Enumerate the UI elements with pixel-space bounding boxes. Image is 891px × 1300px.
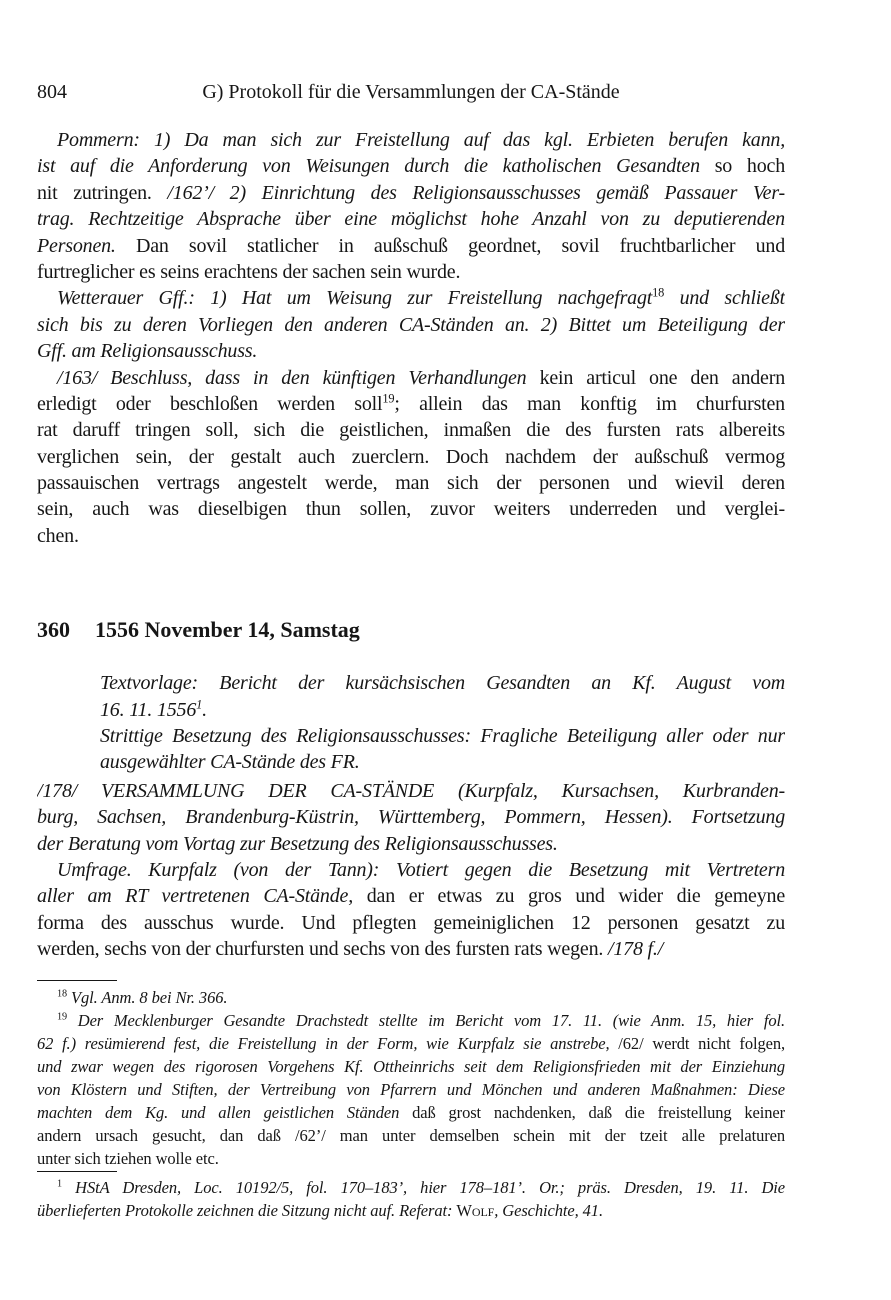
text-run: ausgewählter CA-Stände des FR. — [100, 751, 360, 774]
text-run: trag. Rechtzeitige Absprache über eine möglichst hohe Anzahl von zu deputierenden — [37, 208, 785, 231]
text-run: Der Mecklenburger Gesandte Drachstedt stellte im Bericht vom 17. 11. (wie Anm. 15, hier fol. — [67, 1010, 785, 1030]
text-line — [37, 153, 785, 179]
text-run: sich bis zu deren Vorliegen den anderen CA-Ständen an. 2) Bittet um Beteiligung der — [37, 313, 785, 336]
text-run: erledigt oder beschloßen werden soll — [37, 392, 383, 415]
para-pommern — [37, 127, 785, 285]
text-run: unter sich tziehen wolle etc. — [37, 1148, 219, 1168]
page-number: 804 — [37, 81, 67, 103]
text-run: kein articul one den andern — [539, 366, 785, 389]
entry-number: 360 — [37, 617, 70, 643]
text-run: Gff. am Religionsausschuss. — [37, 340, 258, 363]
text-run: 1 — [196, 696, 203, 711]
text-run: sein, auch was dieselbigen thun sollen, zuvor weiters underreden und verglei- — [37, 498, 785, 521]
text-run: Wolf — [456, 1200, 495, 1220]
text-line — [37, 523, 785, 549]
text-run: 18 — [57, 988, 68, 1000]
text-run: /162’/ 2) Einrichtung des Religionsausschusses gemäß Passauer Ver- — [167, 181, 785, 204]
text-run: und zwar wegen des rigorosen Vorgehens Kf. Ottheinrichs seit dem Religionsfrieden mit der Einziehung — [37, 1056, 785, 1076]
text-line — [37, 804, 785, 830]
text-line — [37, 831, 785, 857]
text-run: Umfrage. Kurpfalz (von der Tann): Votiert gegen die Besetzung mit Vertretern — [57, 858, 785, 881]
footnotes-main — [37, 986, 785, 1170]
text-run: Textvorlage: Bericht der kursächsischen Gesandten an Kf. August vom — [100, 672, 785, 695]
text-line — [37, 127, 785, 153]
footnote-19 — [37, 1009, 785, 1170]
text-run: passauischen vertrags angestelt werde, man sich der personen und wievil deren — [37, 472, 785, 495]
para-umfrage — [37, 857, 785, 963]
text-run: überlieferten Protokolle zeichnen die Sitzung nicht auf. Referat: — [37, 1200, 457, 1220]
text-run: werden, sechs von der churfursten und sechs von des fursten rats wegen. — [37, 938, 608, 961]
text-line — [37, 1176, 785, 1199]
text-run: furtreglicher es seins erachtens der sachen sein wurde. — [37, 260, 461, 283]
text-line — [37, 180, 785, 206]
text-line — [37, 285, 785, 311]
text-run: /178/ VERSAMMLUNG DER CA-STÄNDE (Kurpfalz, Kursachsen, Kurbranden- — [37, 779, 785, 802]
text-run: Wetterauer Gff.: 1) Hat um Weisung zur Freistellung nachgefragt — [57, 287, 653, 310]
text-run: Strittige Besetzung des Religionsausschusses: Fragliche Beteiligung aller oder nur — [100, 725, 785, 748]
text-line — [37, 936, 785, 962]
textvorlage-block — [100, 670, 785, 776]
text-line — [37, 1124, 785, 1147]
text-run: Pommern: 1) Da man sich zur Freistellung auf das kgl. Erbieten berufen kann, — [57, 129, 785, 151]
text-run: andern ursach gesucht, dan daß /62’/ man unter demselben schein mit der tzeit alle prelaturen — [37, 1125, 785, 1145]
text-run: Personen. — [37, 234, 136, 257]
text-run: 16. 11. 1556 — [100, 698, 197, 721]
text-line — [37, 910, 785, 936]
text-line — [100, 723, 785, 749]
text-run: ; allein das man konftig im churfursten — [394, 392, 785, 415]
text-run: /62/ werdt nicht folgen, — [618, 1033, 785, 1053]
text-line — [37, 986, 785, 1009]
text-run: 18 — [652, 285, 665, 300]
para-beschluss — [37, 365, 785, 550]
text-run: und schließt — [664, 287, 785, 310]
text-run: Vgl. Anm. 8 bei Nr. 366. — [67, 987, 228, 1007]
text-run: /178 f./ — [607, 938, 664, 961]
text-line — [37, 391, 785, 417]
text-run: HStA Dresden, Loc. 10192/5, fol. 170–183’, hier 178–181’. Or.; präs. Dresden, 19. 11. Die — [62, 1177, 785, 1197]
text-run: nit zutringen. — [37, 181, 168, 204]
footnote-1 — [37, 1176, 785, 1222]
entry-heading — [37, 615, 785, 645]
page-header — [37, 80, 785, 104]
text-line — [37, 365, 785, 391]
main-text — [37, 127, 785, 963]
footnote-entry — [37, 1176, 785, 1222]
text-line — [100, 749, 785, 775]
text-run: 1 — [57, 1178, 63, 1190]
text-line — [37, 259, 785, 285]
text-run: verglichen sein, der gestalt auch zuerclern. Doch nachdem der außschuß vermog — [37, 445, 785, 468]
text-run: burg, Sachsen, Brandenburg-Küstrin, Württemberg, Pommern, Hessen). Fortsetzung — [37, 806, 785, 829]
text-line — [37, 883, 785, 909]
entry-title: 1556 November 14, Samstag — [95, 617, 360, 643]
text-run: der Beratung vom Vortag zur Besetzung des Religionsausschusses. — [37, 832, 558, 855]
text-run: . — [202, 698, 207, 721]
text-run: 19 — [57, 1011, 68, 1023]
text-line — [37, 1199, 785, 1222]
text-line — [37, 312, 785, 338]
text-run: Dan sovil statlicher in außschuß geordnet, sovil fruchtbarlicher und — [135, 234, 785, 257]
text-line — [100, 697, 785, 723]
text-run: so hoch — [714, 155, 785, 178]
text-run: machten dem Kg. und allen geistlichen Ständen — [37, 1102, 413, 1122]
text-run: chen. — [37, 524, 79, 547]
text-run: aller am RT vertretenen CA-Stände, — [37, 885, 367, 908]
text-line — [37, 778, 785, 804]
text-line — [37, 444, 785, 470]
footnote-18 — [37, 986, 785, 1009]
text-line — [37, 338, 785, 364]
text-run: ist auf die Anforderung von Weisungen durch die katholischen Gesandten — [37, 155, 715, 178]
text-line — [37, 857, 785, 883]
text-run: daß grost nachdenken, daß die freistellung keiner — [412, 1102, 785, 1122]
text-run: 19 — [382, 391, 395, 406]
text-line — [37, 1078, 785, 1101]
text-run: , Geschichte, 41. — [494, 1200, 603, 1220]
para-wetterauer — [37, 285, 785, 364]
text-line — [37, 1147, 785, 1170]
text-run: /163/ Beschluss, dass in den künftigen Verhandlungen — [57, 366, 540, 389]
text-line — [37, 496, 785, 522]
footnote-separator — [37, 980, 117, 981]
text-line — [37, 1101, 785, 1124]
text-run: dan er etwas zu gros und wider die gemeyne — [366, 885, 785, 908]
footnote-separator-entry — [37, 1171, 117, 1172]
text-line — [37, 417, 785, 443]
text-line — [37, 233, 785, 259]
text-line — [37, 206, 785, 232]
text-line — [37, 1055, 785, 1078]
text-run: 62 f.) resümierend fest, die Freistellung in der Form, wie Kurpfalz sie anstrebe, — [37, 1033, 619, 1053]
text-line — [100, 670, 785, 696]
text-run: rat daruff tringen soll, sich die geistlichen, inmaßen die des fursten rats albereits — [37, 419, 785, 442]
running-title: G) Protokoll für die Versammlungen der CA-Stände — [202, 81, 620, 103]
text-run: von Klöstern und Stiften, der Vertreibung von Pfarrern und Mönchen und anderen Maßnahmen: Diese — [37, 1079, 785, 1099]
text-line — [37, 1009, 785, 1032]
text-line — [37, 470, 785, 496]
text-run: forma des ausschus wurde. Und pflegten gemeiniglichen 12 personen gesatzt zu — [37, 911, 785, 934]
text-line — [37, 1032, 785, 1055]
para-versammlung — [37, 778, 785, 857]
